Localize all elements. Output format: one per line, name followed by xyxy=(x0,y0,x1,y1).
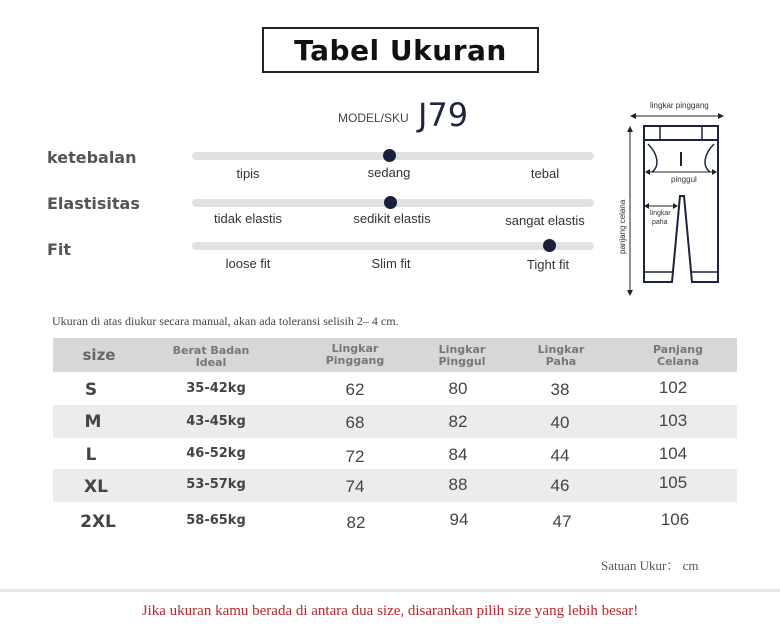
cell-length: 106 xyxy=(660,510,690,529)
cell-hip: 88 xyxy=(448,475,468,494)
arrow-icon xyxy=(718,113,724,119)
table-row xyxy=(53,405,737,438)
header-waist: Pinggang xyxy=(325,354,385,367)
arrow-icon xyxy=(627,126,633,132)
cell-weight: 35-42kg xyxy=(186,381,246,396)
cell-hip: 94 xyxy=(449,510,469,529)
title-box xyxy=(262,27,539,73)
cell-waist: 82 xyxy=(346,513,366,532)
cell-size: 2XL xyxy=(80,512,116,532)
cell-waist: 74 xyxy=(345,477,365,496)
arrow-icon xyxy=(630,113,636,119)
cell-thigh: 44 xyxy=(550,446,570,465)
cell-weight: 53-57kg xyxy=(186,477,246,492)
header-weight: Ideal xyxy=(195,356,227,369)
arrow-icon xyxy=(627,290,633,296)
cell-weight: 58-65kg xyxy=(186,513,246,528)
thickness-option: tipis xyxy=(236,166,260,181)
header-thigh: Lingkar xyxy=(537,343,585,356)
hip-measure-label: pinggul xyxy=(671,175,697,184)
header-length: Panjang xyxy=(653,343,703,356)
elasticity-option: tidak elastis xyxy=(214,211,282,226)
thickness-indicator xyxy=(383,149,396,162)
cell-waist: 68 xyxy=(345,413,365,432)
cell-size: S xyxy=(84,380,98,400)
fit-option: Slim fit xyxy=(371,256,411,271)
cell-length: 103 xyxy=(658,411,688,430)
model-sku-label: MODEL/SKU xyxy=(338,111,409,125)
header-length: Celana xyxy=(657,355,699,368)
table-row xyxy=(53,372,737,402)
cell-size: XL xyxy=(84,477,108,497)
cell-size: L xyxy=(85,445,97,465)
thickness-option: sedang xyxy=(367,165,411,180)
page-title: Tabel Ukuran xyxy=(294,33,507,67)
cell-weight: 46-52kg xyxy=(186,446,246,461)
fit-scale xyxy=(192,242,594,250)
elasticity-label: Elastisitas xyxy=(47,194,140,213)
table-row xyxy=(53,504,737,538)
fit-label: Fit xyxy=(47,240,72,259)
cell-size: M xyxy=(84,412,102,432)
table-row xyxy=(53,469,737,502)
cell-hip: 82 xyxy=(448,412,468,431)
cell-hip: 84 xyxy=(448,445,468,464)
thickness-option: tebal xyxy=(530,166,560,181)
size-advice-footer: Jika ukuran kamu berada di antara dua size, disarankan pilih size yang lebih besar! xyxy=(141,603,639,619)
header-weight: Berat Badan xyxy=(172,344,250,357)
cell-length: 105 xyxy=(658,473,688,492)
cell-thigh: 38 xyxy=(550,380,570,399)
cell-hip: 80 xyxy=(448,379,468,398)
pants-waistband xyxy=(644,126,718,140)
fit-option: loose fit xyxy=(225,256,271,271)
cell-waist: 62 xyxy=(345,380,365,399)
cell-length: 104 xyxy=(658,444,688,463)
cell-thigh: 46 xyxy=(550,476,570,495)
cell-thigh: 47 xyxy=(552,512,572,531)
elasticity-option: sedikit elastis xyxy=(353,211,431,226)
thickness-label: ketebalan xyxy=(47,148,137,167)
thigh-measure-label: lingkar xyxy=(650,210,671,217)
waist-measure-label: lingkar pinggang xyxy=(650,101,709,110)
cell-thigh: 40 xyxy=(550,413,570,432)
cell-weight: 43-45kg xyxy=(186,414,246,429)
pants-diagram xyxy=(612,96,746,301)
measurement-note: Ukuran di atas diukur secara manual, akan ada toleransi selisih 2– 4 cm. xyxy=(52,314,399,328)
header-thigh: Paha xyxy=(545,355,577,368)
cell-waist: 72 xyxy=(345,447,365,466)
cell-length: 102 xyxy=(658,378,688,397)
model-sku-value: J79 xyxy=(418,96,469,134)
unit-note: Satuan Ukur： cm xyxy=(601,558,699,573)
fit-option: Tight fit xyxy=(526,257,570,272)
thigh-measure-label: paha xyxy=(652,219,668,226)
elasticity-option: sangat elastis xyxy=(505,213,585,228)
header-size: size xyxy=(82,346,116,364)
length-measure-label: panjang celana xyxy=(618,199,627,254)
header-hip: Pinggul xyxy=(438,355,486,368)
table-header xyxy=(53,338,737,372)
header-hip: Lingkar xyxy=(438,343,486,356)
header-waist: Lingkar xyxy=(331,342,379,355)
table-row xyxy=(53,439,737,469)
divider xyxy=(0,589,780,592)
elasticity-indicator xyxy=(384,196,397,209)
fit-indicator xyxy=(543,239,556,252)
